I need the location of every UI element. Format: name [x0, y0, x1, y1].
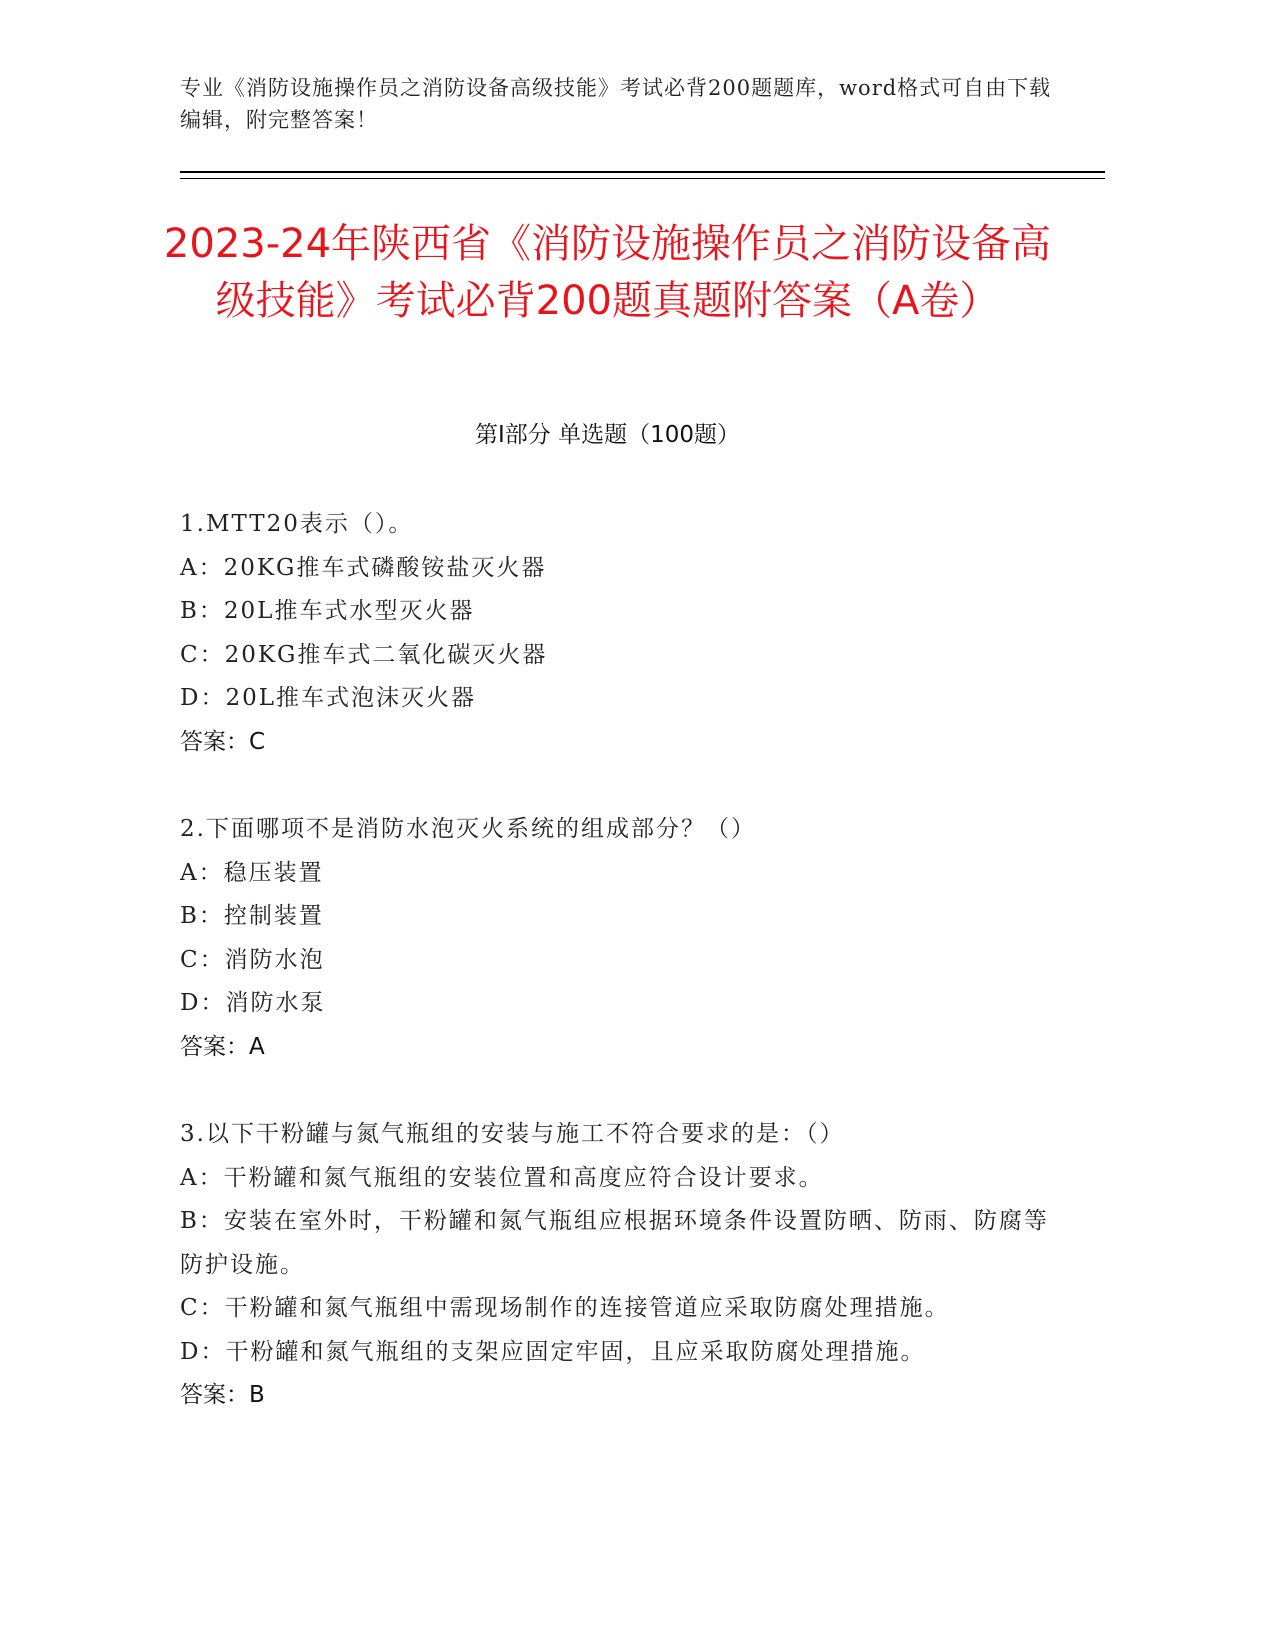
option-c: C：消防水泡 — [180, 946, 325, 973]
option-c: C：20KG推车式二氧化碳灭火器 — [180, 641, 548, 668]
option-b: B：安装在室外时，干粉罐和氮气瓶组应根据环境条件设置防晒、防雨、防腐等防护设施。 — [180, 1208, 1049, 1278]
question-stem: 1.MTT20表示（）。 — [180, 511, 414, 537]
section-title: 第I部分 单选题（100题） — [475, 422, 740, 448]
option-d: D：消防水泵 — [180, 990, 326, 1016]
option-a: A：干粉罐和氮气瓶组的安装位置和高度应符合设计要求。 — [180, 1164, 824, 1191]
question-3 — [180, 1113, 1060, 1418]
answer-line: 答案：A — [180, 1033, 265, 1060]
answer-line: 答案：C — [180, 728, 266, 755]
option-d: D：20L推车式泡沫灭火器 — [180, 685, 476, 711]
option-b: B：控制装置 — [180, 903, 324, 929]
divider-thin — [180, 178, 1105, 179]
option-d: D：干粉罐和氮气瓶组的支架应固定牢固，且应采取防腐处理措施。 — [180, 1338, 926, 1365]
option-a: A：稳压装置 — [180, 859, 324, 886]
option-b: B：20L推车式水型灭火器 — [180, 598, 475, 624]
option-a: A：20KG推车式磷酸铵盐灭火器 — [180, 554, 547, 581]
option-c: C：干粉罐和氮气瓶组中需现场制作的连接管道应采取防腐处理措施。 — [180, 1295, 950, 1321]
header-note: 专业《消防设施操作员之消防设备高级技能》考试必背200题题库，word格式可自由下载编辑，附完整答案！ — [180, 76, 1052, 132]
question-1 — [180, 503, 1060, 764]
question-2 — [180, 808, 1060, 1069]
divider-thick — [180, 171, 1105, 173]
answer-line: 答案：B — [180, 1382, 265, 1408]
question-stem: 3.以下干粉罐与氮气瓶组的安装与施工不符合要求的是：（） — [180, 1121, 845, 1147]
question-stem: 2.下面哪项不是消防水泡灭火系统的组成部分？（） — [180, 816, 756, 842]
document-title: 2023-24年陕西省《消防设施操作员之消防设备高级技能》考试必背200题真题附答案（A卷） — [163, 221, 1052, 324]
